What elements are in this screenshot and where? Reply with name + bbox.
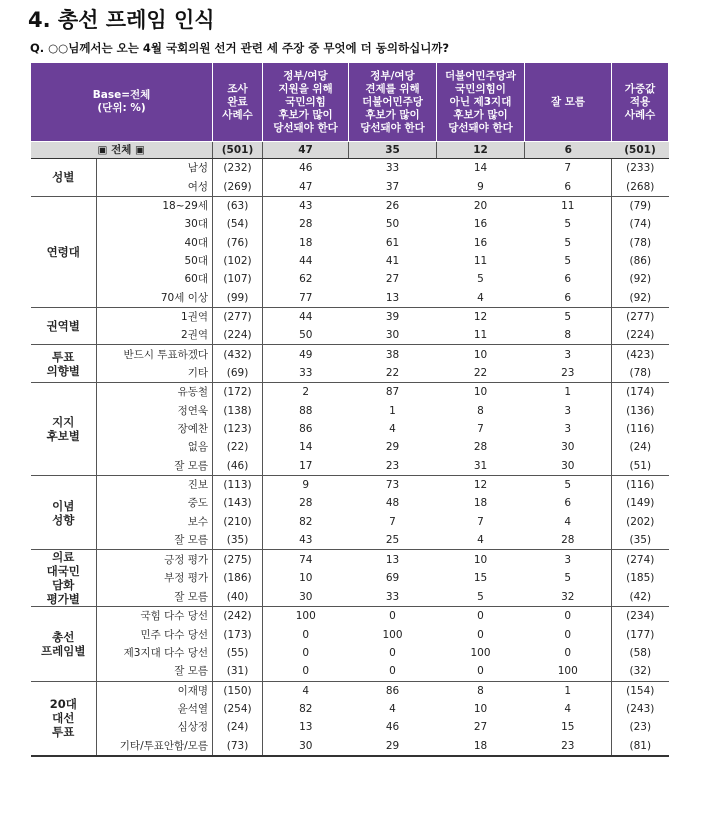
total-cell: 6 — [525, 142, 612, 159]
table-row — [31, 700, 669, 718]
crosstab-table — [30, 62, 669, 757]
table-cell: 88 — [299, 404, 313, 417]
table-cell: (173) — [213, 626, 263, 644]
table-cell: (63) — [213, 196, 263, 215]
table-cell: (78) — [629, 236, 652, 249]
table-cell: (102) — [213, 252, 263, 270]
table-cell: 0 — [525, 607, 612, 626]
table-cell: (150) — [213, 681, 263, 700]
row-label: 30대 — [97, 215, 213, 233]
table-cell: 37 — [349, 177, 437, 196]
table-cell: (74) — [629, 218, 652, 231]
table-cell: 13 — [349, 288, 437, 307]
table-cell: 30 — [263, 737, 349, 756]
table-cell: 100 — [382, 628, 403, 641]
table-cell: 44 — [299, 254, 313, 267]
row-label: 70세 이상 — [97, 288, 213, 307]
table-row — [31, 531, 669, 550]
table-cell: (69) — [213, 364, 263, 383]
table-cell: 10 — [299, 572, 313, 585]
table-cell: 15 — [473, 572, 488, 585]
table-cell: 9 — [437, 177, 525, 196]
table-cell: 4 — [389, 422, 396, 435]
table-cell: 18 — [437, 737, 525, 756]
table-cell: (24) — [213, 718, 263, 736]
table-cell: 29 — [385, 441, 400, 454]
table-row — [31, 588, 669, 607]
table-cell: (138) — [213, 401, 263, 419]
table-row — [31, 345, 669, 364]
table-cell: (23) — [629, 721, 652, 734]
table-cell: 7 — [477, 422, 484, 435]
table-cell: (185) — [626, 572, 655, 585]
table-cell: 18 — [299, 236, 313, 249]
table-cell: (73) — [213, 737, 263, 756]
table-cell: (234) — [626, 610, 655, 623]
total-label: ▣ 전체 ▣ — [31, 142, 213, 159]
table-cell: 30 — [349, 326, 437, 345]
table-cell: 6 — [525, 177, 612, 196]
table-cell: 39 — [385, 310, 400, 323]
table-cell: (40) — [213, 588, 263, 607]
table-cell: 7 — [477, 515, 484, 528]
table-cell: (123) — [213, 420, 263, 438]
table-cell: (277) — [626, 310, 655, 323]
total-cell: 35 — [349, 142, 437, 159]
table-cell: 41 — [385, 254, 400, 267]
table-cell: 4 — [437, 288, 525, 307]
table-cell: 16 — [473, 236, 488, 249]
row-label: 정연욱 — [97, 401, 213, 419]
table-cell: (172) — [213, 383, 263, 402]
table-cell: (51) — [612, 457, 669, 476]
row-label: 기타 — [97, 364, 213, 383]
table-cell: 5 — [525, 307, 612, 326]
table-cell: 9 — [302, 479, 310, 492]
table-cell: 86 — [299, 422, 313, 435]
table-cell: 0 — [437, 662, 525, 681]
table-cell: (79) — [629, 199, 652, 212]
table-cell: (269) — [213, 177, 263, 196]
page-title: 4. 총선 프레임 인식 — [28, 8, 215, 32]
table-cell: 18 — [473, 497, 488, 510]
table-cell: 48 — [385, 497, 400, 510]
table-cell: 82 — [299, 515, 313, 528]
table-cell: 74 — [299, 553, 313, 566]
survey-question: Q. ○○님께서는 오는 4월 국회의원 선거 관련 세 주장 중 무엇에 더 동의하십니까? — [30, 41, 450, 55]
table-cell: (99) — [213, 288, 263, 307]
table-cell: (210) — [213, 513, 263, 531]
table-cell: 4 — [302, 684, 310, 697]
table-cell: 4 — [389, 703, 396, 716]
row-label: 유동철 — [97, 383, 213, 402]
group-label: 투표 의향별 — [31, 345, 97, 383]
header-dont-know: 잘 모름 — [525, 63, 612, 142]
table-cell: 28 — [299, 218, 313, 231]
header-sample-size: 조사 완료 사례수 — [213, 63, 263, 142]
table-cell: 33 — [263, 364, 349, 383]
group-label: 의료 대국민 담화 평가별 — [31, 550, 97, 607]
table-row — [31, 662, 669, 681]
table-cell: 25 — [349, 531, 437, 550]
table-cell: (186) — [213, 569, 263, 588]
table-cell: (202) — [626, 515, 655, 528]
table-cell: 0 — [302, 647, 310, 660]
row-label: 국힘 다수 당선 — [97, 607, 213, 626]
row-label: 60대 — [97, 270, 213, 288]
table-row — [31, 233, 669, 251]
total-cell: (501) — [213, 142, 263, 159]
table-cell: 28 — [525, 531, 612, 550]
table-row — [31, 326, 669, 345]
table-cell: 33 — [349, 588, 437, 607]
table-cell: 6 — [525, 270, 612, 288]
table-cell: 46 — [299, 162, 313, 175]
table-row — [31, 513, 669, 531]
table-cell: 31 — [437, 457, 525, 476]
table-row — [31, 569, 669, 588]
table-cell: 0 — [389, 647, 396, 660]
table-cell: (46) — [213, 457, 263, 476]
table-row — [31, 270, 669, 288]
table-row — [31, 196, 669, 215]
table-cell: 13 — [385, 553, 400, 566]
table-cell: 0 — [525, 644, 612, 662]
table-cell: (224) — [213, 326, 263, 345]
row-label: 반드시 투표하겠다 — [97, 345, 213, 364]
table-cell: 87 — [385, 386, 400, 399]
table-row — [31, 383, 669, 402]
table-cell: 50 — [263, 326, 349, 345]
table-cell: 8 — [477, 404, 484, 417]
row-label: 기타/투표안함/모름 — [97, 737, 213, 756]
table-cell: 5 — [525, 475, 612, 494]
table-cell: 30 — [525, 438, 612, 456]
table-cell: 5 — [525, 215, 612, 233]
table-cell: 44 — [299, 310, 313, 323]
table-cell: (174) — [626, 386, 655, 399]
table-cell: (35) — [213, 531, 263, 550]
row-label: 민주 다수 당선 — [97, 626, 213, 644]
table-cell: 0 — [477, 628, 484, 641]
total-cell: (501) — [612, 142, 669, 159]
table-cell: 0 — [263, 662, 349, 681]
table-row — [31, 177, 669, 196]
table-cell: 29 — [349, 737, 437, 756]
table-cell: (143) — [213, 494, 263, 512]
table-cell: 0 — [525, 626, 612, 644]
table-cell: 32 — [525, 588, 612, 607]
table-row — [31, 420, 669, 438]
table-cell: (243) — [626, 703, 655, 716]
table-cell: 43 — [299, 199, 313, 212]
table-cell: 61 — [385, 236, 400, 249]
row-label: 잘 모름 — [97, 457, 213, 476]
table-cell: (107) — [213, 270, 263, 288]
table-row — [31, 550, 669, 569]
table-cell: 5 — [525, 233, 612, 251]
table-cell: 2 — [302, 386, 310, 399]
group-label: 총선 프레임별 — [31, 607, 97, 681]
table-cell: 12 — [473, 310, 488, 323]
table-cell: (254) — [213, 700, 263, 718]
row-label: 2권역 — [97, 326, 213, 345]
row-label: 잘 모름 — [97, 662, 213, 681]
table-cell: 77 — [263, 288, 349, 307]
table-cell: 12 — [473, 479, 488, 492]
table-cell: 50 — [385, 218, 400, 231]
table-cell: (42) — [612, 588, 669, 607]
row-label: 윤석열 — [97, 700, 213, 718]
header-row — [31, 63, 669, 142]
header-weighted-size: 가중값 적용 사례수 — [612, 63, 669, 142]
table-row — [31, 215, 669, 233]
row-label: 잘 모름 — [97, 531, 213, 550]
table-cell: (81) — [612, 737, 669, 756]
table-row — [31, 681, 669, 700]
table-cell: 26 — [385, 199, 400, 212]
table-cell: 5 — [525, 569, 612, 588]
header-option-dpk: 정부/여당 견제를 위해 더불어민주당 후보가 많이 당선돼야 한다 — [349, 63, 437, 142]
row-label: 제3지대 다수 당선 — [97, 644, 213, 662]
table-cell: (432) — [213, 345, 263, 364]
row-label: 없음 — [97, 438, 213, 456]
total-cell: 12 — [437, 142, 525, 159]
table-cell: 82 — [299, 703, 313, 716]
table-cell: 14 — [473, 162, 488, 175]
table-cell: 5 — [525, 252, 612, 270]
table-cell: 3 — [525, 420, 612, 438]
table-cell: 13 — [299, 721, 313, 734]
table-cell: 20 — [473, 199, 488, 212]
table-cell: (35) — [612, 531, 669, 550]
table-row — [31, 307, 669, 326]
group-label: 지지 후보별 — [31, 383, 97, 476]
table-cell: (242) — [213, 607, 263, 626]
table-row — [31, 364, 669, 383]
table-cell: 11 — [473, 254, 488, 267]
table-cell: 3 — [525, 401, 612, 419]
total-row — [31, 142, 669, 159]
table-row — [31, 438, 669, 456]
table-cell: (113) — [213, 475, 263, 494]
row-label: 긍정 평가 — [97, 550, 213, 569]
table-cell: 15 — [525, 718, 612, 736]
table-row — [31, 737, 669, 756]
table-row — [31, 457, 669, 476]
table-cell: (32) — [612, 662, 669, 681]
table-cell: 3 — [525, 550, 612, 569]
group-label: 성별 — [31, 159, 97, 197]
table-cell: 16 — [473, 218, 488, 231]
table-cell: 0 — [349, 662, 437, 681]
table-cell: 100 — [295, 610, 316, 623]
table-cell: (92) — [629, 273, 652, 286]
table-cell: 47 — [263, 177, 349, 196]
table-cell: (116) — [626, 479, 655, 492]
table-cell: (275) — [213, 550, 263, 569]
table-cell: 30 — [263, 588, 349, 607]
table-row — [31, 494, 669, 512]
total-cell: 47 — [263, 142, 349, 159]
table-cell: 100 — [470, 647, 491, 660]
table-cell: 10 — [473, 553, 488, 566]
table-cell: 49 — [299, 348, 313, 361]
row-label: 부정 평가 — [97, 569, 213, 588]
table-cell: (55) — [213, 644, 263, 662]
table-cell: 1 — [389, 404, 396, 417]
table-row — [31, 718, 669, 736]
table-row — [31, 288, 669, 307]
table-cell: (149) — [626, 497, 655, 510]
table-cell: 0 — [302, 628, 310, 641]
header-base: Base=전체 (단위: %) — [31, 63, 213, 142]
table-cell: 28 — [473, 441, 488, 454]
table-row — [31, 626, 669, 644]
table-cell: (233) — [626, 162, 655, 175]
table-cell: 1 — [525, 383, 612, 402]
table-cell: 100 — [525, 662, 612, 681]
table-cell: (232) — [213, 159, 263, 178]
table-cell: 11 — [525, 196, 612, 215]
table-cell: 28 — [299, 497, 313, 510]
table-cell: 86 — [385, 684, 400, 697]
table-cell: (24) — [629, 441, 652, 454]
table-cell: 6 — [525, 494, 612, 512]
table-cell: 4 — [525, 700, 612, 718]
table-cell: (116) — [626, 422, 655, 435]
table-cell: 7 — [389, 515, 396, 528]
table-body — [31, 142, 669, 756]
table-cell: 46 — [385, 721, 400, 734]
table-cell: 8 — [525, 326, 612, 345]
header-option-third: 더불어민주당과 국민의힘이 아닌 제3지대 후보가 많이 당선돼야 한다 — [437, 63, 525, 142]
table-cell: 23 — [349, 457, 437, 476]
table-cell: (177) — [626, 628, 655, 641]
table-cell: 22 — [349, 364, 437, 383]
table-cell: 5 — [477, 273, 484, 286]
table-cell: 38 — [385, 348, 400, 361]
header-option-ppp: 정부/여당 지원을 위해 국민의힘 후보가 많이 당선돼야 한다 — [263, 63, 349, 142]
group-label: 권역별 — [31, 307, 97, 345]
table-cell: 27 — [385, 273, 400, 286]
table-cell: (423) — [626, 348, 655, 361]
table-cell: (136) — [626, 404, 655, 417]
table-row — [31, 644, 669, 662]
row-label: 보수 — [97, 513, 213, 531]
row-label: 진보 — [97, 475, 213, 494]
table-cell: (154) — [626, 684, 655, 697]
table-cell: 11 — [437, 326, 525, 345]
table-cell: (54) — [213, 215, 263, 233]
table-cell: 14 — [299, 441, 313, 454]
table-row — [31, 401, 669, 419]
table-row — [31, 607, 669, 626]
table-cell: 73 — [385, 479, 400, 492]
table-cell: 69 — [385, 572, 400, 585]
table-cell: 4 — [437, 531, 525, 550]
row-label: 18~29세 — [97, 196, 213, 215]
table-row — [31, 159, 669, 178]
row-label: 심상정 — [97, 718, 213, 736]
table-cell: (76) — [213, 233, 263, 251]
table-cell: 23 — [525, 737, 612, 756]
table-cell: 62 — [299, 273, 313, 286]
table-cell: 23 — [525, 364, 612, 383]
table-cell: 22 — [437, 364, 525, 383]
table-cell: 0 — [389, 610, 396, 623]
table-cell: 0 — [477, 610, 484, 623]
table-cell: 5 — [437, 588, 525, 607]
table-row — [31, 475, 669, 494]
table-cell: 4 — [525, 513, 612, 531]
table-cell: 43 — [263, 531, 349, 550]
table-cell: 6 — [525, 288, 612, 307]
table-cell: (78) — [612, 364, 669, 383]
row-label: 이재명 — [97, 681, 213, 700]
table-cell: 3 — [525, 345, 612, 364]
row-label: 잘 모름 — [97, 588, 213, 607]
group-label: 20대 대선 투표 — [31, 681, 97, 756]
group-label: 이념 성향 — [31, 475, 97, 549]
table-cell: 27 — [473, 721, 488, 734]
table-row — [31, 252, 669, 270]
table-cell: 17 — [263, 457, 349, 476]
row-label: 40대 — [97, 233, 213, 251]
table-cell: 7 — [525, 159, 612, 178]
table-cell: 10 — [473, 348, 488, 361]
table-cell: 33 — [385, 162, 400, 175]
row-label: 중도 — [97, 494, 213, 512]
table-cell: (58) — [629, 647, 652, 660]
table-cell: (22) — [213, 438, 263, 456]
row-label: 1권역 — [97, 307, 213, 326]
row-label: 장예찬 — [97, 420, 213, 438]
table-cell: (268) — [612, 177, 669, 196]
table-cell: (274) — [626, 553, 655, 566]
table-cell: (277) — [213, 307, 263, 326]
table-cell: 10 — [473, 386, 488, 399]
table-cell: 10 — [473, 703, 488, 716]
row-label: 50대 — [97, 252, 213, 270]
table-cell: (92) — [612, 288, 669, 307]
group-label: 연령대 — [31, 196, 97, 307]
table-cell: (86) — [629, 254, 652, 267]
table-cell: 30 — [525, 457, 612, 476]
table-cell: (224) — [612, 326, 669, 345]
table-cell: 1 — [525, 681, 612, 700]
table-cell: (31) — [213, 662, 263, 681]
row-label: 여성 — [97, 177, 213, 196]
row-label: 남성 — [97, 159, 213, 178]
table-cell: 8 — [477, 684, 484, 697]
